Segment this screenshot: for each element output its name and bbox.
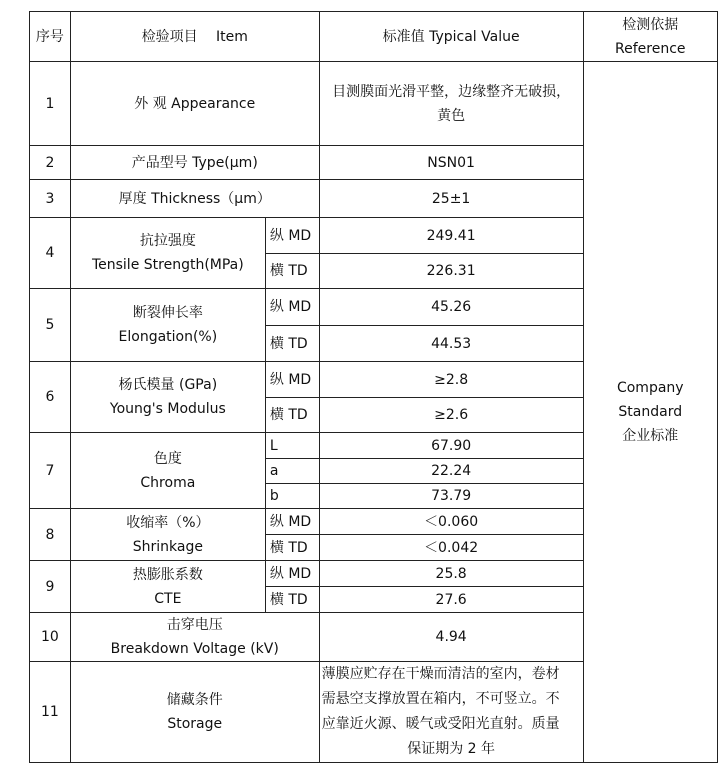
item-cn: 断裂伸长率 (132, 305, 203, 321)
row-item (70, 218, 265, 289)
item-en: Elongation(%) (118, 329, 218, 345)
td-label: 横 TD (265, 535, 319, 561)
row-item (70, 561, 265, 613)
value-line: 薄膜应贮存在干燥而清洁的室内，卷材 (321, 666, 560, 682)
row-no: 6 (30, 362, 71, 433)
item-en: Storage (167, 716, 223, 732)
reference-line: 企业标准 (622, 428, 679, 444)
value-line: 黄色 (437, 107, 466, 124)
row-value (319, 62, 583, 146)
reference-line: Standard (618, 404, 683, 420)
md-value: 25.8 (319, 561, 583, 587)
header-row (30, 12, 718, 62)
row-no: 5 (30, 289, 71, 362)
td-value: 226.31 (319, 254, 583, 289)
item-cn: 杨氏模量 (GPa) (118, 377, 218, 393)
row-no: 1 (30, 62, 71, 146)
item-cn: 热膨胀系数 (132, 566, 203, 583)
md-value: ≥2.8 (319, 362, 583, 398)
row-no: 11 (30, 662, 71, 763)
header-reference-en: Reference (615, 40, 686, 57)
header-reference (583, 12, 717, 62)
row-no: 2 (30, 146, 71, 180)
header-reference-cn: 检测依据 (622, 16, 679, 33)
row-item: 厚度 Thickness（μm） (70, 180, 319, 218)
md-value: ＜0.060 (319, 509, 583, 535)
item-cn: 色度 (153, 450, 182, 467)
md-label: 纵 MD (265, 218, 319, 254)
td-value: 44.53 (319, 326, 583, 362)
td-label: 横 TD (265, 326, 319, 362)
chroma-value: 22.24 (319, 459, 583, 484)
row-no: 7 (30, 433, 71, 509)
chroma-value: 73.79 (319, 484, 583, 509)
row-value: 4.94 (319, 613, 583, 662)
value-line: 目测膜面光滑平整，边缘整齐无破损， (332, 83, 571, 100)
row-item (70, 509, 265, 561)
chroma-label: b (265, 484, 319, 509)
value-line: 保证期为 2 年 (407, 741, 496, 757)
row-no: 4 (30, 218, 71, 289)
header-no: 序号 (30, 12, 71, 62)
md-label: 纵 MD (265, 362, 319, 398)
item-en: Chroma (140, 474, 196, 491)
row-item (70, 433, 265, 509)
td-value: ＜0.042 (319, 535, 583, 561)
header-item: 检验项目 Item (70, 12, 319, 62)
row-item (70, 289, 265, 362)
item-cn: 击穿电压 (166, 617, 223, 633)
md-value: 45.26 (319, 289, 583, 326)
item-cn: 抗拉强度 (139, 233, 196, 249)
item-en: Young's Modulus (109, 401, 226, 417)
spec-table (29, 11, 718, 763)
row-no: 3 (30, 180, 71, 218)
td-label: 横 TD (265, 398, 319, 433)
md-value: 249.41 (319, 218, 583, 254)
reference-cell (583, 62, 717, 763)
item-en: Breakdown Voltage (kV) (110, 641, 279, 657)
td-label: 横 TD (265, 254, 319, 289)
row-no: 10 (30, 613, 71, 662)
reference-line: Company (616, 380, 684, 396)
header-value: 标准值 Typical Value (319, 12, 583, 62)
td-label: 横 TD (265, 587, 319, 613)
row-item (70, 613, 319, 662)
table-row (30, 62, 718, 146)
value-line: 应靠近火源、暖气或受阳光直射。质量 (321, 716, 560, 732)
row-value: NSN01 (319, 146, 583, 180)
item-en: CTE (154, 590, 182, 607)
row-item: 外 观 Appearance (70, 62, 319, 146)
md-label: 纵 MD (265, 289, 319, 326)
row-value (319, 662, 583, 763)
chroma-label: a (265, 459, 319, 484)
md-label: 纵 MD (265, 561, 319, 587)
row-no: 8 (30, 509, 71, 561)
value-line: 需悬空支撑放置在箱内，不可竖立。不 (321, 691, 560, 707)
chroma-label: L (265, 433, 319, 459)
td-value: 27.6 (319, 587, 583, 613)
row-item: 产品型号 Type(μm) (70, 146, 319, 180)
item-cn: 储藏条件 (166, 692, 223, 708)
row-value: 25±1 (319, 180, 583, 218)
row-item (70, 662, 319, 763)
item-en: Tensile Strength(MPa) (91, 257, 244, 273)
md-label: 纵 MD (265, 509, 319, 535)
chroma-value: 67.90 (319, 433, 583, 459)
row-no: 9 (30, 561, 71, 613)
row-item (70, 362, 265, 433)
spec-sheet (29, 11, 718, 763)
item-cn: 收缩率（%） (126, 514, 210, 531)
td-value: ≥2.6 (319, 398, 583, 433)
item-en: Shrinkage (132, 538, 203, 555)
